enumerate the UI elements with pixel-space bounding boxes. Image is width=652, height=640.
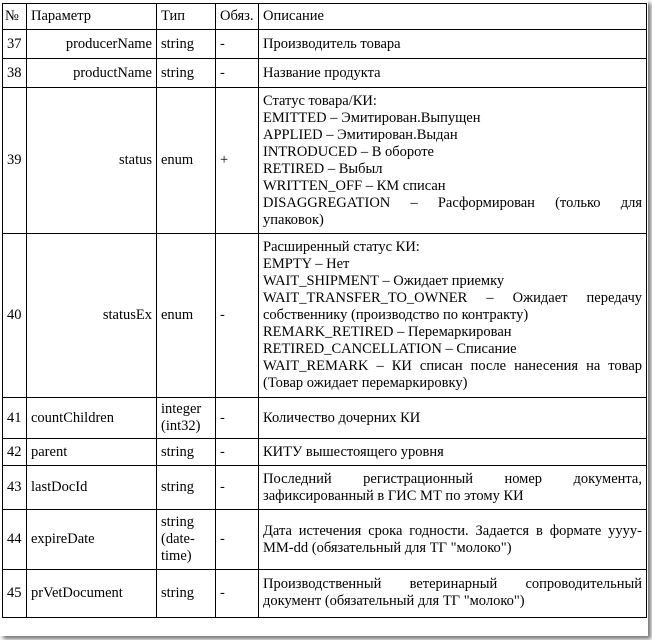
row-description: Дата истечения срока годности. Задается в формате yyyy- MM-dd (обязательный для ТГ "молоко") bbox=[259, 510, 647, 570]
row-required: - bbox=[216, 466, 259, 510]
table-row bbox=[3, 30, 647, 59]
row-type: enum bbox=[157, 88, 216, 234]
row-param: prVetDocument bbox=[27, 570, 157, 618]
table-row bbox=[3, 570, 647, 618]
row-required: + bbox=[216, 88, 259, 234]
table-row bbox=[3, 466, 647, 510]
header-required: Обяз. bbox=[216, 4, 259, 30]
row-param: statusEx bbox=[27, 234, 157, 398]
table-row bbox=[3, 510, 647, 570]
row-description: Расширенный статус КИ: EMPTY – Нет WAIT_SHIPMENT – Ожидает приемку WAIT_TRANSFER_TO_OWNER – Ожидает передачу собственнику (производство по контракту) REMARK_RETIRED – Перемаркирован RETIRED_CANCELLATION – Списание WAIT_REMARK – КИ списан после нанесения на товар (Товар ожидает перемаркировку) bbox=[259, 234, 647, 398]
row-num: 44 bbox=[3, 510, 27, 570]
row-num: 38 bbox=[3, 59, 27, 88]
row-num: 39 bbox=[3, 88, 27, 234]
parameters-table bbox=[2, 3, 647, 618]
table-row bbox=[3, 234, 647, 398]
row-type: string bbox=[157, 466, 216, 510]
row-required: - bbox=[216, 234, 259, 398]
row-num: 41 bbox=[3, 398, 27, 439]
row-param: status bbox=[27, 88, 157, 234]
table-row bbox=[3, 439, 647, 466]
row-description: Производитель товара bbox=[259, 30, 647, 59]
row-type: integer (int32) bbox=[157, 398, 216, 439]
header-num: № bbox=[3, 4, 27, 30]
row-num: 43 bbox=[3, 466, 27, 510]
row-type: string (date-time) bbox=[157, 510, 216, 570]
header-type: Тип bbox=[157, 4, 216, 30]
row-param: parent bbox=[27, 439, 157, 466]
row-required: - bbox=[216, 398, 259, 439]
row-param: lastDocId bbox=[27, 466, 157, 510]
row-param: productName bbox=[27, 59, 157, 88]
row-description: КИТУ вышестоящего уровня bbox=[259, 439, 647, 466]
row-type: string bbox=[157, 570, 216, 618]
row-description: Статус товара/КИ: EMITTED – Эмитирован.Выпущен APPLIED – Эмитирован.Выдан INTRODUCED – В обороте RETIRED – Выбыл WRITTEN_OFF – КМ списан DISAGGREGATION – Расформирован (только для упаковок) bbox=[259, 88, 647, 234]
row-num: 40 bbox=[3, 234, 27, 398]
row-required: - bbox=[216, 59, 259, 88]
row-num: 45 bbox=[3, 570, 27, 618]
row-type: enum bbox=[157, 234, 216, 398]
row-param: countChildren bbox=[27, 398, 157, 439]
row-num: 42 bbox=[3, 439, 27, 466]
row-param: expireDate bbox=[27, 510, 157, 570]
table-row bbox=[3, 88, 647, 234]
row-description: Название продукта bbox=[259, 59, 647, 88]
row-required: - bbox=[216, 570, 259, 618]
row-description: Количество дочерних КИ bbox=[259, 398, 647, 439]
row-description: Последний регистрационный номер документа, зафиксированный в ГИС МТ по этому КИ bbox=[259, 466, 647, 510]
row-type: string bbox=[157, 439, 216, 466]
row-type: string bbox=[157, 59, 216, 88]
table-row bbox=[3, 398, 647, 439]
row-param: producerName bbox=[27, 30, 157, 59]
header-description: Описание bbox=[259, 4, 647, 30]
row-num: 37 bbox=[3, 30, 27, 59]
row-description: Производственный ветеринарный сопроводительный документ (обязательный для ТГ "молоко") bbox=[259, 570, 647, 618]
row-required: - bbox=[216, 30, 259, 59]
header-param: Параметр bbox=[27, 4, 157, 30]
table-row bbox=[3, 59, 647, 88]
row-required: - bbox=[216, 510, 259, 570]
table-header-row bbox=[3, 4, 647, 30]
row-required: - bbox=[216, 439, 259, 466]
row-type: string bbox=[157, 30, 216, 59]
